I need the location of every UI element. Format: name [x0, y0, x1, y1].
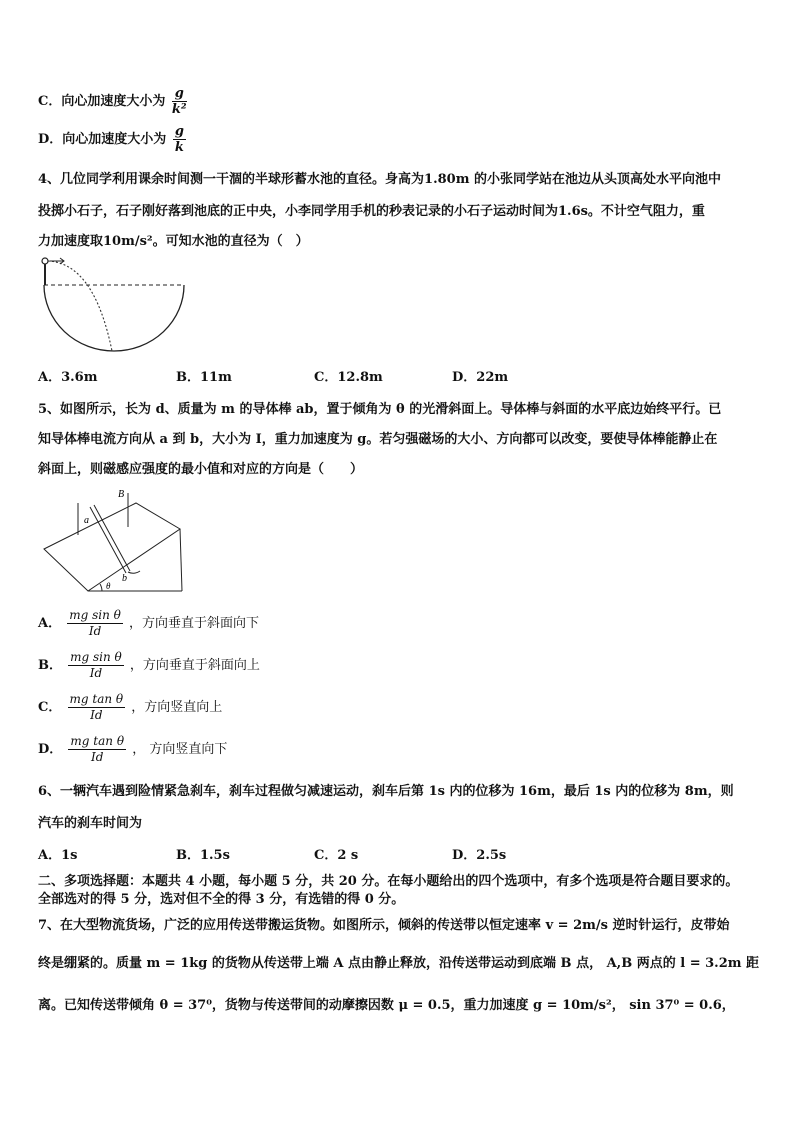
- fraction-denominator: k: [174, 140, 184, 155]
- q5-option-a: [38, 608, 259, 639]
- q5-label-theta: θ: [106, 581, 111, 591]
- q5-option-b: [38, 650, 260, 681]
- q6-text-line2: 汽车的刹车时间为: [38, 816, 143, 831]
- fraction-numerator: mg tan θ: [70, 734, 125, 748]
- section2-heading-line1: 二、多项选择题：本题共 4 小题，每小题 5 分，共 20 分。在每小题给出的四个选项中，有多个选项是符合题目要求的。: [38, 874, 739, 889]
- q5-label-B: B: [118, 489, 125, 500]
- q5-label-b: b: [122, 573, 127, 584]
- q4-text-line1: 4、几位同学利用课余时间测一干涸的半球形蓄水池的直径。身高为1.80m 的小张同学站在池边从头顶高处水平向池中: [38, 172, 721, 187]
- fraction-denominator: Id: [88, 624, 102, 638]
- q3-option-d-label: D．向心加速度大小为: [38, 132, 167, 147]
- option-text: ， 方向竖直向下: [132, 742, 228, 757]
- q4-text-line2: 投掷小石子，石子刚好落到池底的正中央，小李同学用手机的秒表记录的小石子运动时间为1.6s。不计空气阻力，重: [38, 204, 705, 219]
- fraction-numerator: mg tan θ: [69, 692, 124, 706]
- fraction-denominator: Id: [91, 750, 104, 764]
- option-label: B．: [38, 658, 62, 673]
- q5-incline-figure: [40, 483, 190, 603]
- q3-option-d-fraction: [173, 124, 186, 155]
- q5-text-line3: 斜面上，则磁感应强度的最小值和对应的方向是（ ）: [38, 462, 364, 477]
- q5-option-c: [38, 692, 222, 723]
- option-fraction: [67, 608, 123, 639]
- q6-option-d: D．2.5s: [452, 848, 507, 863]
- q6-text-line1: 6、一辆汽车遇到险情紧急刹车，刹车过程做匀减速运动，刹车后第 1s 内的位移为 16m，最后 1s 内的位移为 8m，则: [38, 784, 734, 799]
- q3-option-c-fraction: [172, 86, 187, 117]
- option-label: C．: [38, 700, 62, 715]
- fraction-denominator: Id: [89, 666, 103, 680]
- q4-option-c: C．12.8m: [314, 370, 383, 385]
- q5-rod-end-lead: [128, 571, 140, 573]
- q4-option-b: B．11m: [176, 370, 232, 385]
- q6-option-c: C．2 s: [314, 848, 359, 863]
- q3-option-d: [38, 124, 188, 155]
- option-fraction: [68, 692, 126, 723]
- q5-back-edge: [180, 529, 182, 591]
- fraction-numerator: mg sin θ: [70, 650, 122, 664]
- section2-heading-line2: 全部选对的得 5 分，选对但不全的得 3 分，有选错的得 0 分。: [38, 892, 405, 907]
- option-label: A．: [38, 616, 62, 631]
- fraction-denominator: Id: [90, 708, 103, 722]
- q3-option-c: [38, 86, 189, 117]
- fraction-numerator: mg sin θ: [69, 608, 121, 622]
- option-text: ，方向垂直于斜面向上: [129, 658, 260, 673]
- q5-text-line2: 知导体棒电流方向从 a 到 b，大小为 I，重力加速度为 g。若匀强磁场的大小、方向都可以改变，要使导体棒能静止在: [38, 432, 718, 447]
- option-fraction: [68, 650, 124, 681]
- q4-text-line3: 力加速度取10m/s²。可知水池的直径为（ ）: [38, 234, 309, 249]
- q6-options: [38, 844, 738, 863]
- q4-hemisphere-arc: [44, 285, 184, 351]
- option-label: D．: [38, 742, 63, 757]
- q5-label-a: a: [84, 515, 89, 526]
- option-fraction: [68, 734, 126, 765]
- q7-text-line2: 终是绷紧的。质量 m = 1kg 的货物从传送带上端 A 点由静止释放，沿传送带运动到底端 B 点， A,B 两点的 l = 3.2m 距: [38, 956, 760, 971]
- q3-option-c-label: C．向心加速度大小为: [38, 94, 166, 109]
- q4-hemisphere-figure: [36, 255, 191, 355]
- q6-option-a: A．1s: [38, 848, 78, 863]
- q4-options: [38, 366, 738, 385]
- fraction-numerator: g: [174, 124, 184, 139]
- q5-option-d: [38, 734, 227, 765]
- option-text: ，方向垂直于斜面向下: [129, 616, 260, 631]
- q5-text-line1: 5、如图所示，长为 d、质量为 m 的导体棒 ab，置于倾角为 θ 的光滑斜面上。导体棒与斜面的水平底边始终平行。已: [38, 402, 722, 417]
- q6-option-b: B．1.5s: [176, 848, 230, 863]
- q7-text-line3: 离。已知传送带倾角 θ = 37⁰，货物与传送带间的动摩擦因数 μ = 0.5，重力加速度 g = 10m/s²， sin 37⁰ = 0.6，: [38, 998, 735, 1013]
- q7-text-line1: 7、在大型物流货场，广泛的应用传送带搬运货物。如图所示，倾斜的传送带以恒定速率 v = 2m/s 逆时针运行，皮带始: [38, 918, 730, 933]
- q4-person-head-icon: [42, 258, 48, 264]
- option-text: ，方向竖直向上: [131, 700, 223, 715]
- fraction-denominator: k²: [171, 102, 187, 117]
- q4-option-a: A．3.6m: [38, 370, 98, 385]
- q4-stone-trajectory: [48, 261, 112, 351]
- fraction-numerator: g: [172, 86, 187, 102]
- q4-option-d: D．22m: [452, 370, 509, 385]
- q5-angle-arc: [100, 584, 102, 591]
